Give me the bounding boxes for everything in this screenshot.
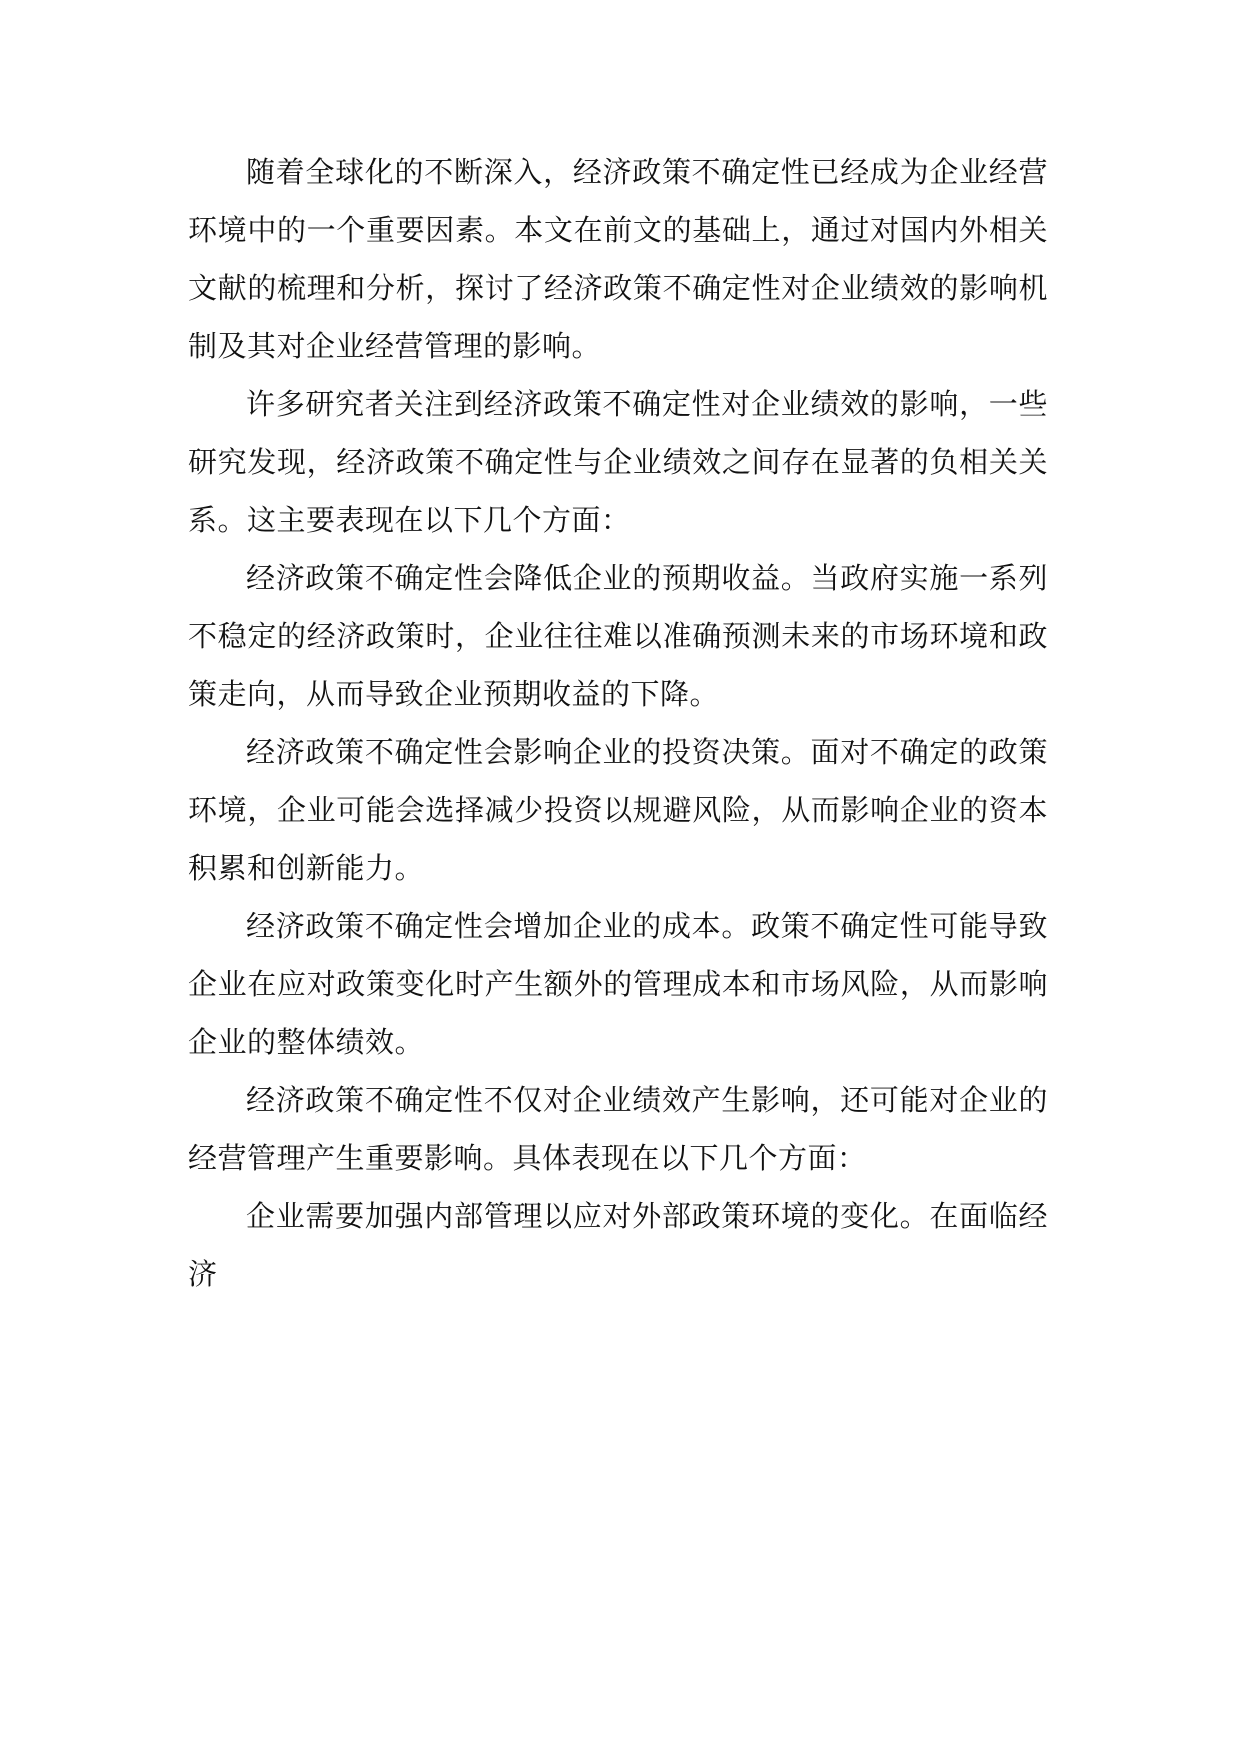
paragraph-research-findings: 许多研究者关注到经济政策不确定性对企业绩效的影响，一些研究发现，经济政策不确定性与企业绩效之间存在显著的负相关关系。这主要表现在以下几个方面：: [188, 387, 1048, 537]
paragraph-internal-management: 企业需要加强内部管理以应对外部政策环境的变化。在面临经济: [188, 1199, 1048, 1291]
paragraph-management-impact: 经济政策不确定性不仅对企业绩效产生影响，还可能对企业的经营管理产生重要影响。具体表现在以下几个方面：: [188, 1083, 1048, 1175]
paragraph-costs: 经济政策不确定性会增加企业的成本。政策不确定性可能导致企业在应对政策变化时产生额外的管理成本和市场风险，从而影响企业的整体绩效。: [188, 909, 1048, 1059]
document-body: [188, 143, 1048, 1303]
paragraph-intro: 随着全球化的不断深入，经济政策不确定性已经成为企业经营环境中的一个重要因素。本文在前文的基础上，通过对国内外相关文献的梳理和分析，探讨了经济政策不确定性对企业绩效的影响机制及其对企业经营管理的影响。: [188, 155, 1048, 363]
paragraph-investment-decisions: 经济政策不确定性会影响企业的投资决策。面对不确定的政策环境，企业可能会选择减少投资以规避风险，从而影响企业的资本积累和创新能力。: [188, 735, 1048, 885]
paragraph-expected-returns: 经济政策不确定性会降低企业的预期收益。当政府实施一系列不稳定的经济政策时，企业往往难以准确预测未来的市场环境和政策走向，从而导致企业预期收益的下降。: [188, 561, 1048, 711]
